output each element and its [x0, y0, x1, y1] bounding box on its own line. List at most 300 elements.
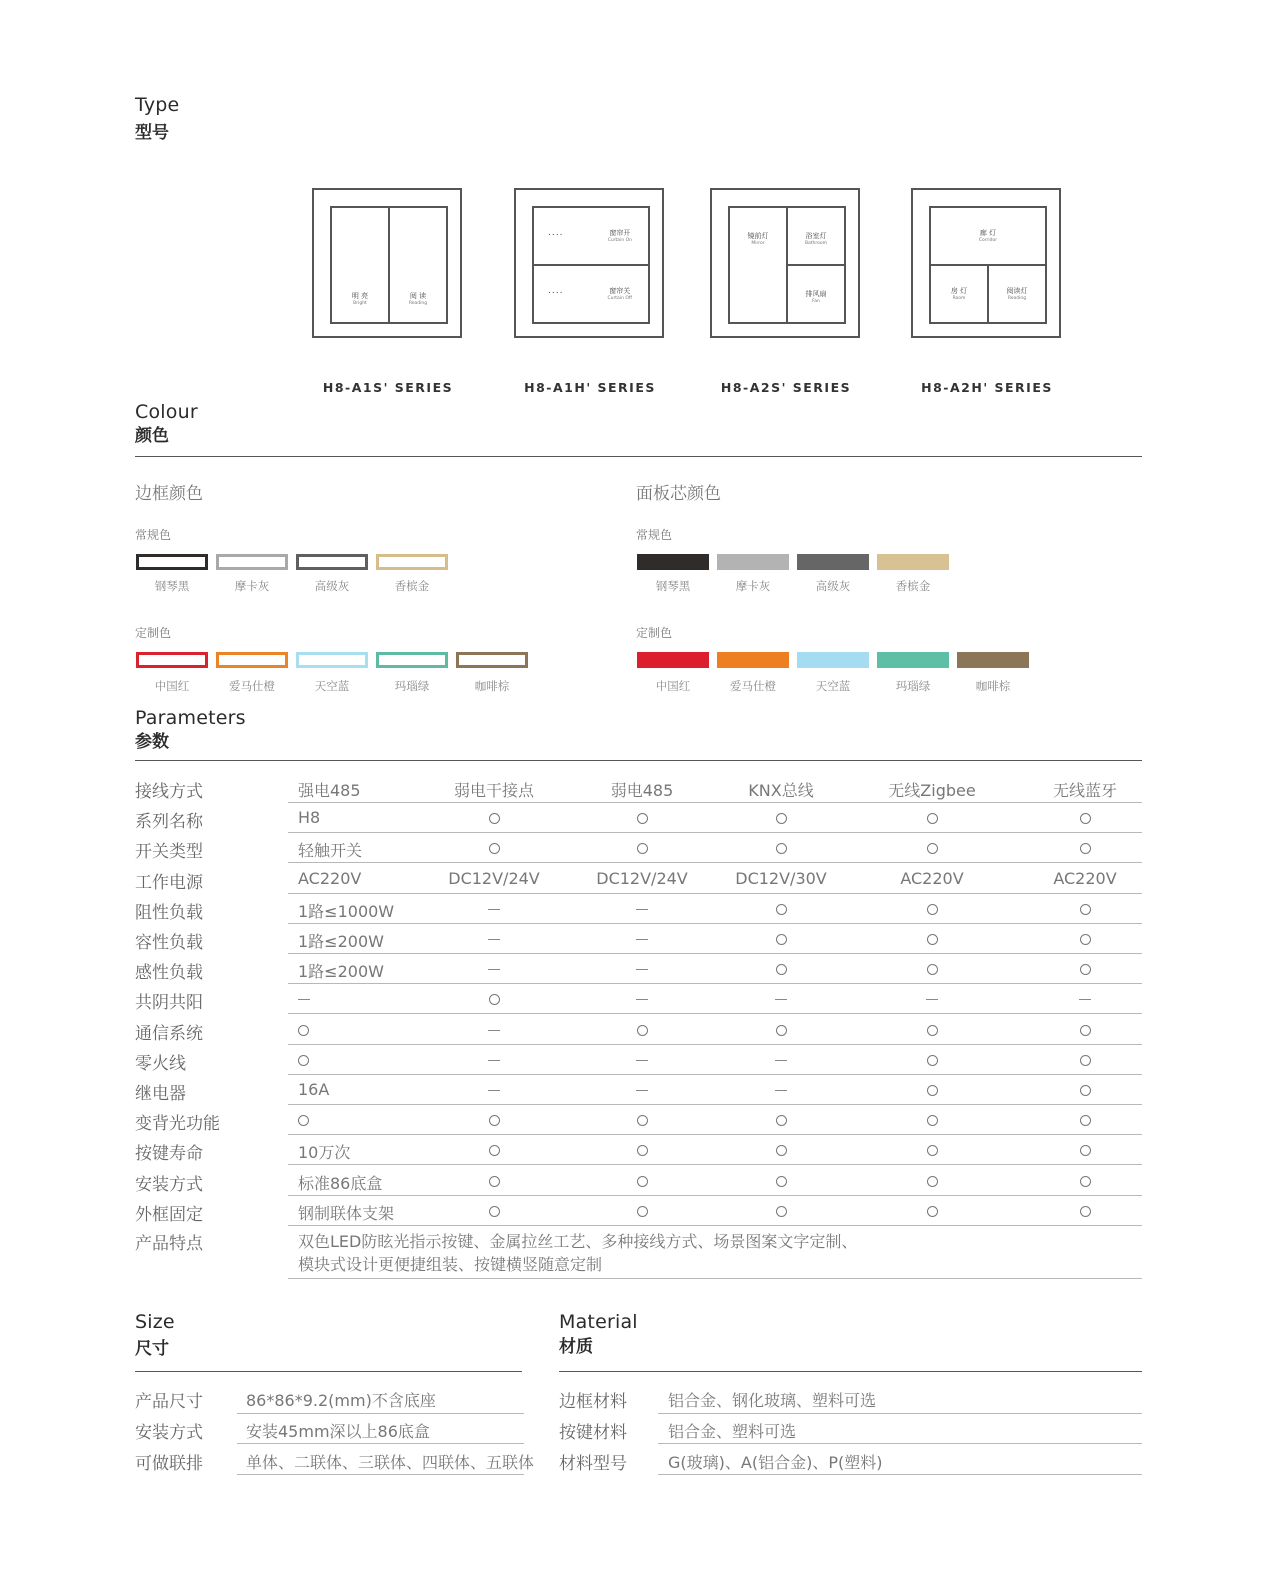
circle-icon	[1010, 959, 1160, 978]
swatch-label: 咖啡棕	[474, 679, 510, 693]
circle-icon	[776, 934, 787, 945]
swatch-label: 咖啡棕	[975, 679, 1011, 693]
dash-icon	[488, 1030, 500, 1031]
key-label: 房 灯	[950, 287, 968, 295]
circle-icon	[776, 964, 787, 975]
swatch-label: 钢琴黑	[655, 579, 691, 593]
size-divider	[135, 1371, 522, 1372]
circle-icon	[637, 1206, 648, 1217]
circle-icon	[927, 1145, 938, 1156]
swatch-label: 香槟金	[895, 579, 931, 593]
row-divider	[288, 1164, 1142, 1165]
circle-icon	[1010, 1080, 1160, 1099]
param-label: 开关类型	[135, 842, 203, 863]
circle-icon	[489, 843, 500, 854]
frame-swatch	[296, 554, 368, 570]
size-value: 86*86*9.2(mm)不含底座	[246, 1391, 436, 1410]
frame-custom-label: 定制色	[135, 626, 172, 640]
size-label: 可做联排	[135, 1454, 203, 1474]
key-corridor	[929, 206, 1047, 266]
circle-icon	[776, 813, 787, 824]
param-value: 无线Zigbee	[888, 781, 976, 800]
dash-icon	[775, 999, 787, 1000]
row-divider	[288, 893, 1142, 894]
circle-icon	[1010, 1110, 1160, 1129]
circle-icon	[420, 808, 568, 827]
circle-icon	[489, 1176, 500, 1187]
material-value: 铝合金、塑料可选	[668, 1422, 797, 1441]
circle-icon	[1080, 904, 1091, 915]
circle-icon	[568, 1171, 716, 1190]
param-value: 强电485	[298, 781, 361, 800]
row-divider	[288, 983, 1142, 984]
key-sublabel: Mirror	[751, 241, 765, 246]
core-swatch	[717, 554, 789, 570]
dash-icon	[636, 939, 648, 940]
circle-icon	[637, 1115, 648, 1126]
dash-icon	[716, 1050, 846, 1069]
key-label: 镜前灯	[747, 232, 769, 240]
row-divider	[288, 1044, 1142, 1045]
param-value: DC12V/30V	[735, 868, 827, 888]
circle-icon	[857, 808, 1007, 827]
circle-icon	[857, 1110, 1007, 1129]
material-label: 边框材料	[559, 1392, 627, 1412]
circle-icon	[1080, 1145, 1091, 1156]
circle-icon	[298, 1025, 309, 1036]
row-divider	[288, 1278, 1142, 1279]
swatch-label: 摩卡灰	[234, 579, 270, 593]
material-title-zh: 材质	[559, 1337, 593, 1357]
swatch-label: 玛瑙绿	[895, 679, 931, 693]
param-value: 16A	[298, 1080, 330, 1099]
circle-icon	[637, 843, 648, 854]
swatch-label: 香槟金	[394, 579, 430, 593]
series-label: H8-A1S' SERIES	[322, 380, 454, 395]
dash-icon	[488, 1090, 500, 1091]
circle-icon	[1010, 808, 1160, 827]
dash-icon	[298, 999, 310, 1000]
circle-icon	[420, 1110, 568, 1129]
key-label: 窗帘开	[609, 229, 631, 237]
frame-swatch	[216, 652, 288, 668]
param-label: 继电器	[135, 1084, 186, 1104]
circle-icon	[776, 1025, 787, 1036]
circle-icon	[857, 929, 1007, 948]
circle-icon	[637, 1176, 648, 1187]
row-divider	[288, 1013, 1142, 1014]
circle-icon	[927, 904, 938, 915]
colour-title-zh: 颜色	[135, 426, 169, 446]
core-swatch	[637, 652, 709, 668]
circle-icon	[568, 1020, 716, 1039]
dash-icon	[568, 899, 716, 918]
param-value: H8	[298, 808, 321, 828]
param-label: 通信系统	[135, 1023, 203, 1044]
dash-icon	[420, 959, 568, 978]
row-divider	[288, 1104, 1142, 1105]
swatch-label: 爱马仕橙	[229, 679, 275, 693]
core-swatch	[637, 554, 709, 570]
param-value: 1路≤200W	[298, 962, 384, 982]
swatch-label: 中国红	[154, 679, 190, 693]
circle-icon	[716, 899, 846, 918]
frame-colour-title: 边框颜色	[135, 484, 203, 504]
circle-icon	[1010, 1050, 1160, 1069]
key-sublabel: Reading	[408, 301, 428, 306]
key-curtain-on	[532, 206, 650, 266]
swatch-label: 高级灰	[815, 579, 851, 593]
dash-icon	[636, 909, 648, 910]
features-line-2: 模块式设计更便捷组装、按键横竖随意定制	[298, 1255, 603, 1274]
core-swatch	[877, 554, 949, 570]
frame-swatch	[136, 652, 208, 668]
param-label: 共阴共阳	[135, 993, 203, 1014]
core-swatch	[797, 652, 869, 668]
param-value: 弱电干接点	[453, 781, 534, 800]
dash-icon	[568, 1080, 716, 1099]
circle-icon	[857, 838, 1007, 857]
circle-icon	[1080, 813, 1091, 824]
param-label: 工作电源	[135, 872, 203, 893]
dash-icon	[568, 989, 716, 1008]
core-colour-title: 面板芯颜色	[636, 484, 721, 504]
key-sublabel: Room	[952, 296, 966, 301]
row-divider	[237, 1443, 524, 1444]
row-divider	[288, 862, 1142, 863]
key-label: 阅读灯	[1006, 287, 1028, 295]
dash-icon	[568, 1050, 716, 1069]
param-value: 10万次	[298, 1143, 351, 1163]
param-value: 1路≤1000W	[298, 901, 395, 921]
size-value: 单体、二联体、三联体、四联体、五联体	[246, 1453, 535, 1472]
circle-icon	[568, 808, 716, 827]
row-divider	[237, 1413, 524, 1414]
circle-icon	[420, 989, 568, 1008]
circle-icon	[637, 813, 648, 824]
dash-icon	[488, 1060, 500, 1061]
panel-a2s	[710, 188, 860, 338]
circle-icon	[1080, 1176, 1091, 1187]
circle-icon	[1080, 934, 1091, 945]
dash-icon	[420, 1080, 568, 1099]
circle-icon	[1080, 1206, 1091, 1217]
dash-icon	[488, 969, 500, 970]
circle-icon	[776, 1115, 787, 1126]
swatch-label: 钢琴黑	[154, 579, 190, 593]
param-label: 感性负载	[135, 963, 203, 984]
material-title-en: Material	[559, 1311, 638, 1333]
core-swatch	[877, 652, 949, 668]
circle-icon	[489, 1206, 500, 1217]
dash-icon	[568, 929, 716, 948]
circle-icon	[716, 838, 846, 857]
param-label: 安装方式	[135, 1174, 203, 1195]
params-title-en: Parameters	[135, 707, 246, 729]
row-divider	[288, 953, 1142, 954]
dash-icon	[1010, 989, 1160, 1008]
dash-icon	[636, 1060, 648, 1061]
row-divider	[288, 1225, 1142, 1226]
key-bathroom	[786, 206, 846, 266]
row-divider	[288, 1195, 1142, 1196]
param-label: 按键寿命	[135, 1144, 203, 1165]
circle-icon	[1080, 1085, 1091, 1096]
swatch-label: 玛瑙绿	[394, 679, 430, 693]
row-divider	[658, 1443, 1142, 1444]
type-title-en: Type	[135, 94, 180, 116]
key-reading	[388, 206, 448, 324]
circle-icon	[637, 1145, 648, 1156]
circle-icon	[927, 1055, 938, 1066]
row-divider	[288, 1134, 1142, 1135]
circle-icon	[716, 929, 846, 948]
circle-icon	[1010, 1020, 1160, 1039]
circle-icon	[298, 1115, 309, 1126]
core-regular-label: 常规色	[636, 528, 673, 542]
circle-icon	[927, 1115, 938, 1126]
circle-icon	[857, 1171, 1007, 1190]
circle-icon	[1080, 1055, 1091, 1066]
key-label: 阅 读	[409, 292, 427, 300]
circle-icon	[568, 1140, 716, 1159]
param-label: 容性负载	[135, 933, 203, 953]
param-value: 1路≤200W	[298, 932, 384, 951]
frame-swatch	[296, 652, 368, 668]
circle-icon	[927, 1085, 938, 1096]
param-label: 变背光功能	[135, 1114, 220, 1135]
param-value: 无线蓝牙	[1052, 781, 1117, 800]
key-sublabel: Corridor	[978, 238, 998, 243]
row-divider	[288, 1074, 1142, 1075]
key-sublabel: Reading	[1007, 296, 1027, 301]
key-label: 明 亮	[351, 292, 369, 300]
param-label: 接线方式	[135, 782, 203, 802]
dash-icon	[420, 929, 568, 948]
key-room	[929, 264, 989, 324]
circle-icon	[857, 1201, 1007, 1220]
key-label: 排风扇	[805, 290, 827, 298]
circle-icon	[857, 1050, 1007, 1069]
circle-icon	[1080, 1115, 1091, 1126]
dash-icon	[488, 939, 500, 940]
circle-icon	[927, 1176, 938, 1187]
circle-icon	[1010, 1171, 1160, 1190]
key-label: 廊 灯	[979, 229, 997, 237]
dash-icon	[857, 989, 1007, 1008]
dash-icon	[775, 1060, 787, 1061]
circle-icon	[927, 964, 938, 975]
circle-icon	[927, 843, 938, 854]
param-value: AC220V	[900, 868, 964, 888]
key-label: 浴室灯	[805, 232, 827, 240]
material-value: G(玻璃)、A(铝合金)、P(塑料)	[668, 1453, 883, 1472]
param-value: 弱电485	[610, 781, 674, 800]
circle-icon	[420, 1201, 568, 1220]
circle-icon	[716, 1140, 846, 1159]
circle-icon	[857, 1080, 1007, 1099]
panel-a1s	[312, 188, 462, 338]
key-sublabel: Bright	[353, 301, 367, 306]
circle-icon	[716, 1201, 846, 1220]
series-label: H8-A2H' SERIES	[921, 380, 1053, 395]
key-mirror	[728, 206, 788, 324]
row-divider	[237, 1474, 524, 1475]
circle-icon	[489, 1145, 500, 1156]
param-label: 阻性负载	[135, 902, 203, 923]
dash-icon	[488, 909, 500, 910]
circle-icon	[776, 904, 787, 915]
core-swatch	[797, 554, 869, 570]
frame-swatch	[376, 554, 448, 570]
size-label: 安装方式	[135, 1423, 203, 1443]
dots-icon: ....	[548, 286, 564, 296]
row-divider	[658, 1413, 1142, 1414]
circle-icon	[716, 1110, 846, 1129]
size-value: 安装45mm深以上86底盒	[246, 1422, 430, 1441]
param-label: 零火线	[135, 1053, 186, 1074]
param-value: AC220V	[298, 868, 362, 888]
key-sublabel: Curtain Off	[607, 296, 632, 301]
key-sublabel: Curtain On	[607, 238, 632, 243]
circle-icon	[637, 1025, 648, 1036]
core-custom-label: 定制色	[636, 626, 673, 640]
circle-icon	[857, 1140, 1007, 1159]
circle-icon	[1010, 929, 1160, 948]
circle-icon	[857, 959, 1007, 978]
swatch-label: 高级灰	[314, 579, 350, 593]
swatch-label: 爱马仕橙	[730, 679, 776, 693]
swatch-label: 天空蓝	[815, 679, 851, 693]
circle-icon	[716, 1020, 846, 1039]
frame-swatch	[136, 554, 208, 570]
series-label: H8-A2S' SERIES	[720, 380, 852, 395]
circle-icon	[1010, 838, 1160, 857]
circle-icon	[776, 1176, 787, 1187]
panel-a1h	[514, 188, 664, 338]
circle-icon	[1080, 843, 1091, 854]
param-label: 外框固定	[135, 1204, 203, 1225]
dash-icon	[716, 989, 846, 1008]
row-divider	[288, 832, 1142, 833]
param-value: DC12V/24V	[448, 868, 540, 888]
circle-icon	[420, 838, 568, 857]
circle-icon	[568, 1110, 716, 1129]
dash-icon	[636, 969, 648, 970]
frame-swatch	[456, 652, 528, 668]
frame-swatch	[216, 554, 288, 570]
key-sublabel: Bathroom	[804, 241, 828, 246]
param-value: KNX总线	[748, 781, 814, 800]
circle-icon	[927, 934, 938, 945]
features-label: 产品特点	[135, 1234, 203, 1254]
key-fan	[786, 264, 846, 324]
material-label: 材料型号	[559, 1454, 627, 1474]
material-label: 按键材料	[559, 1423, 627, 1443]
key-curtain-off	[532, 264, 650, 324]
frame-swatch	[376, 652, 448, 668]
circle-icon	[489, 994, 500, 1005]
circle-icon	[776, 843, 787, 854]
features-text	[298, 1230, 857, 1276]
circle-icon	[420, 1171, 568, 1190]
material-value: 铝合金、钢化玻璃、塑料可选	[668, 1391, 877, 1410]
key-sublabel: Fan	[812, 299, 820, 304]
colour-title-en: Colour	[135, 401, 198, 423]
key-label: 窗帘关	[609, 287, 631, 295]
dash-icon	[1079, 999, 1091, 1000]
circle-icon	[420, 1140, 568, 1159]
dash-icon	[420, 899, 568, 918]
circle-icon	[568, 838, 716, 857]
row-divider	[288, 802, 1142, 803]
dots-icon: ....	[548, 228, 564, 238]
key-bright	[330, 206, 390, 324]
circle-icon	[1010, 1201, 1160, 1220]
param-value: AC220V	[1053, 868, 1117, 888]
param-value: 轻触开关	[298, 841, 363, 861]
dash-icon	[420, 1050, 568, 1069]
param-label: 系列名称	[135, 812, 203, 833]
material-divider	[559, 1371, 1142, 1372]
swatch-label: 摩卡灰	[735, 579, 771, 593]
circle-icon	[1080, 964, 1091, 975]
circle-icon	[1010, 899, 1160, 918]
features-line-1: 双色LED防眩光指示按键、金属拉丝工艺、多种接线方式、场景图案文字定制、	[298, 1232, 858, 1251]
circle-icon	[857, 1020, 1007, 1039]
param-value: 钢制联体支架	[298, 1203, 395, 1223]
circle-icon	[489, 1115, 500, 1126]
circle-icon	[298, 1055, 309, 1066]
circle-icon	[716, 959, 846, 978]
swatch-label: 天空蓝	[314, 679, 350, 693]
circle-icon	[489, 813, 500, 824]
frame-regular-label: 常规色	[135, 528, 172, 542]
param-value: 标准86底盒	[298, 1173, 383, 1193]
type-title-zh: 型号	[135, 123, 169, 143]
swatch-label: 中国红	[655, 679, 691, 693]
dash-icon	[926, 999, 938, 1000]
core-swatch	[717, 652, 789, 668]
circle-icon	[927, 1025, 938, 1036]
param-value: DC12V/24V	[596, 868, 688, 888]
size-title-zh: 尺寸	[135, 1339, 169, 1359]
series-label: H8-A1H' SERIES	[524, 380, 656, 395]
dash-icon	[636, 999, 648, 1000]
size-title-en: Size	[135, 1311, 175, 1333]
circle-icon	[927, 813, 938, 824]
params-title-zh: 参数	[135, 732, 169, 752]
dash-icon	[775, 1090, 787, 1091]
colour-divider	[135, 456, 1142, 457]
circle-icon	[1010, 1140, 1160, 1159]
circle-icon	[568, 1201, 716, 1220]
panel-a2h	[911, 188, 1061, 338]
core-swatch	[957, 652, 1029, 668]
key-reading-light	[987, 264, 1047, 324]
circle-icon	[716, 1171, 846, 1190]
circle-icon	[1080, 1025, 1091, 1036]
params-divider	[135, 760, 1142, 761]
circle-icon	[857, 899, 1007, 918]
dash-icon	[636, 1090, 648, 1091]
size-label: 产品尺寸	[135, 1392, 203, 1412]
dash-icon	[420, 1020, 568, 1039]
circle-icon	[776, 1145, 787, 1156]
dash-icon	[568, 959, 716, 978]
circle-icon	[716, 808, 846, 827]
dash-icon	[716, 1080, 846, 1099]
